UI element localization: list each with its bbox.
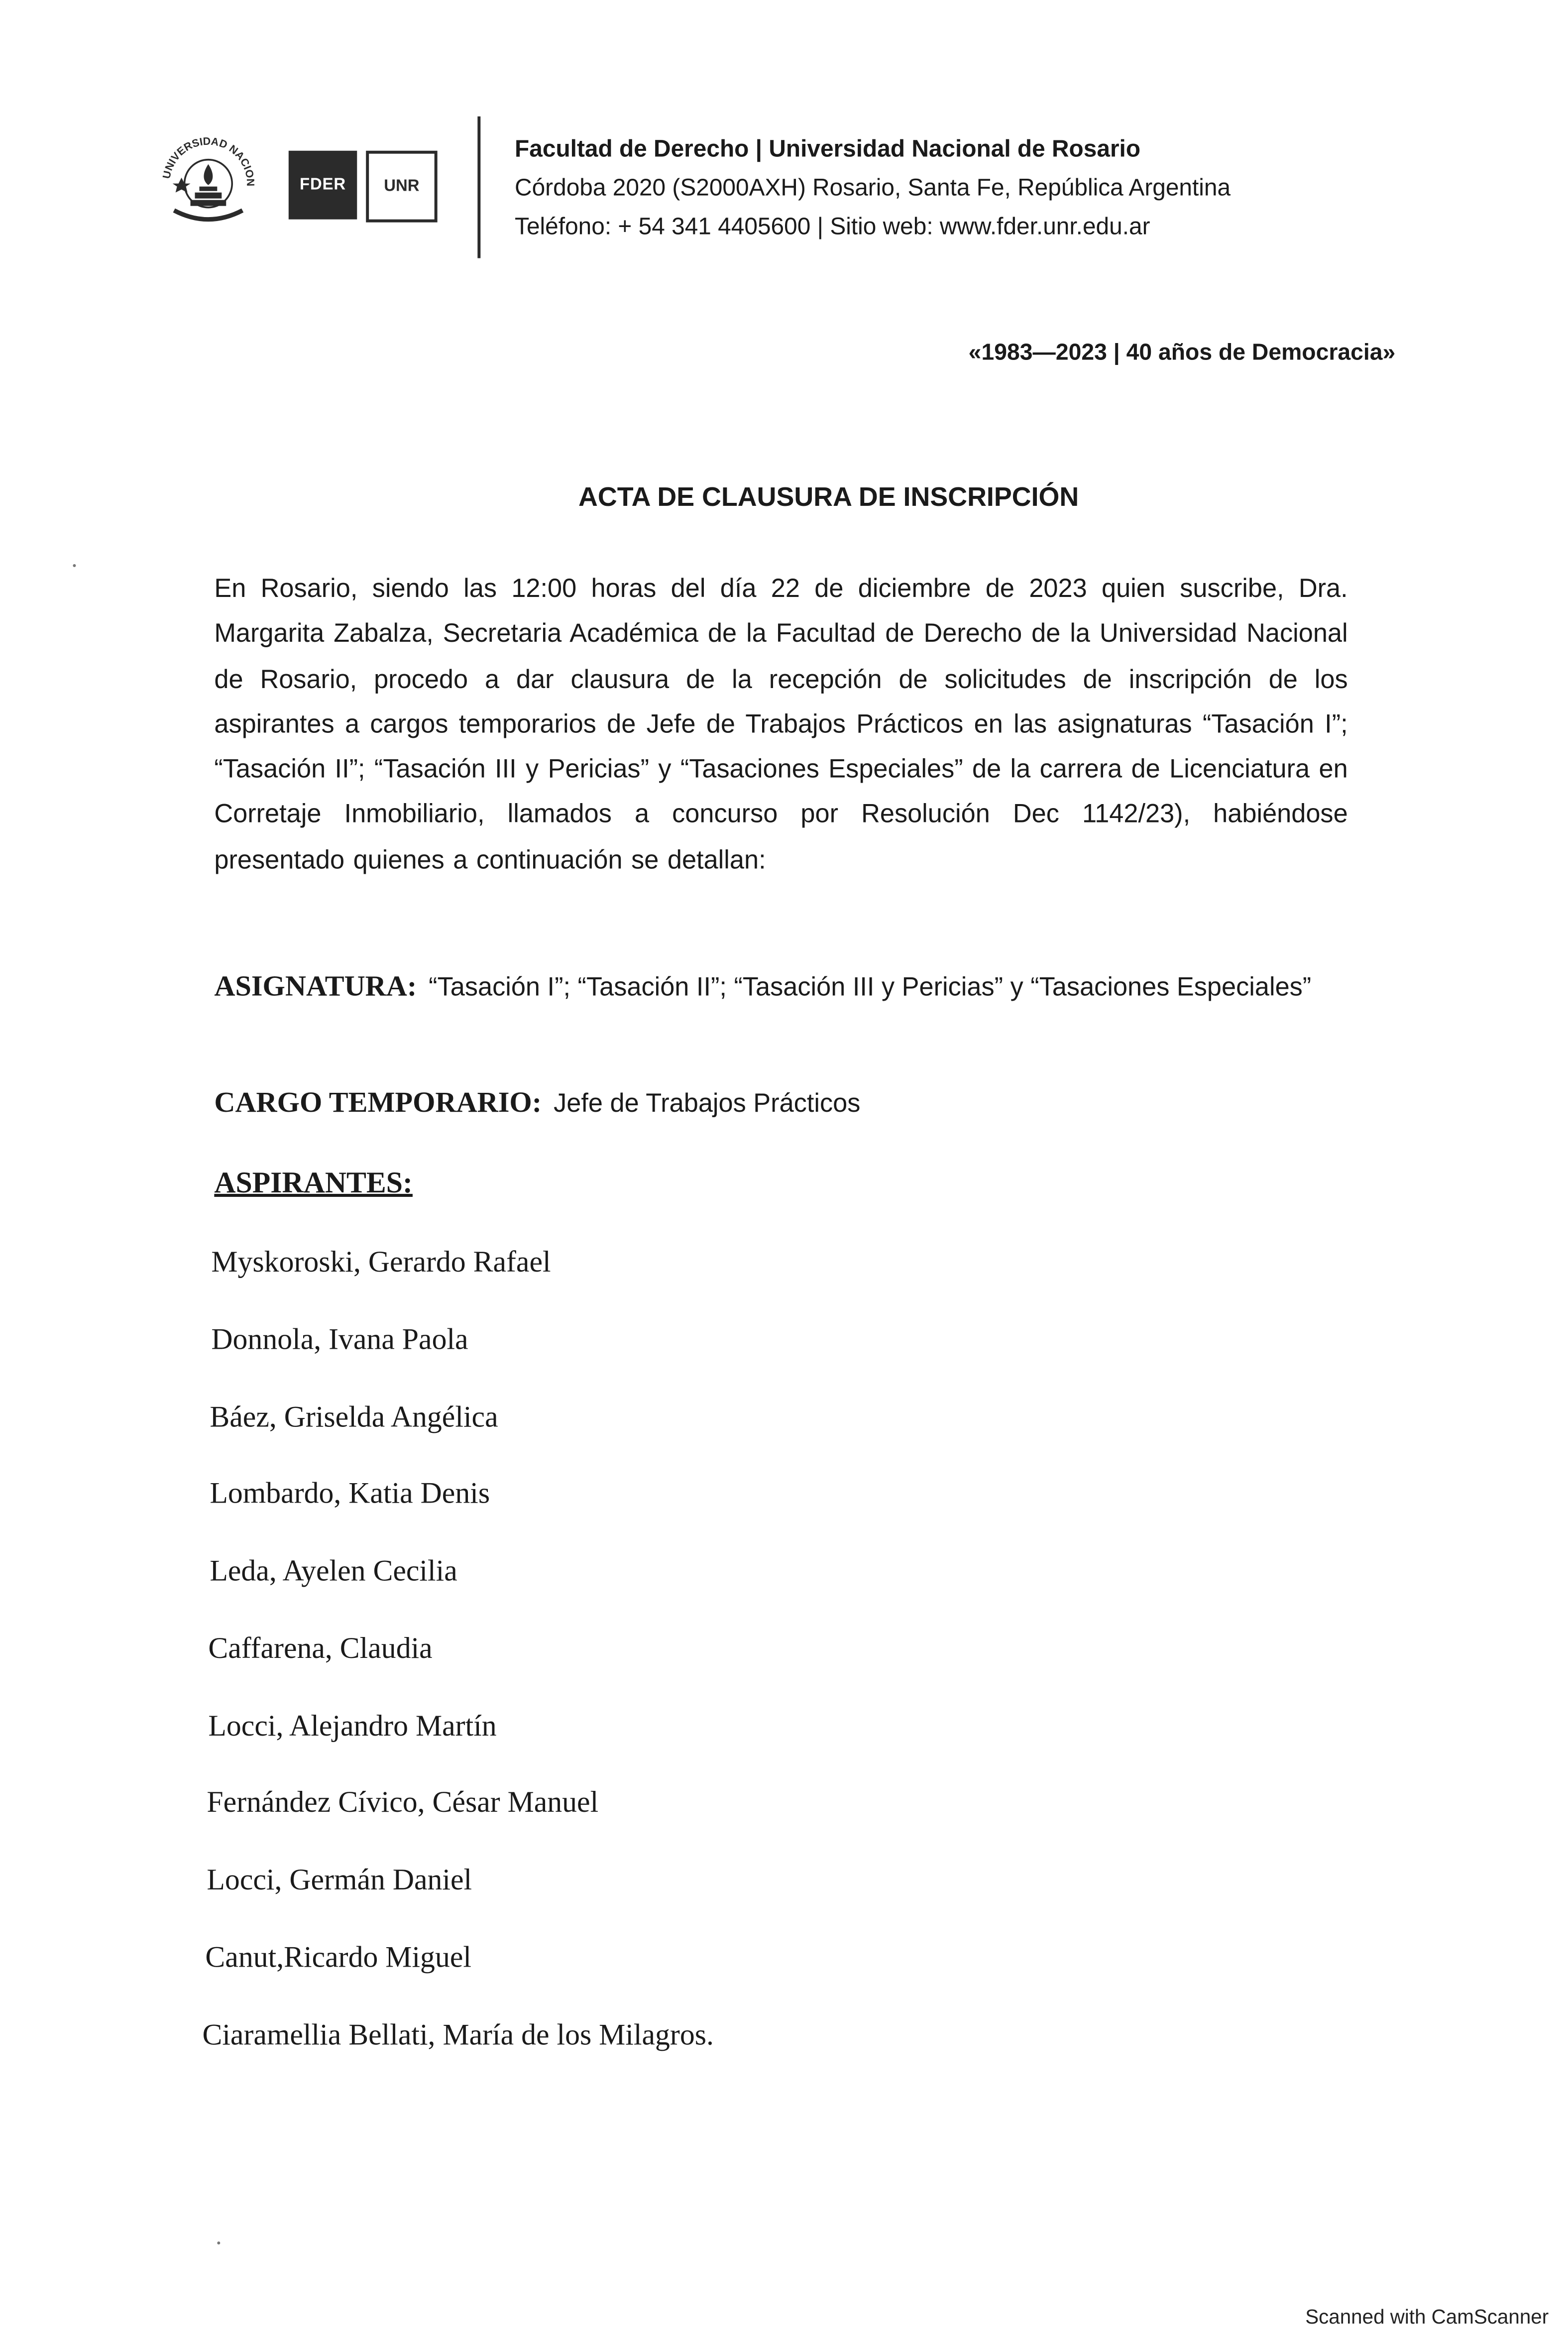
asignatura-value: “Tasación I”; “Tasación II”; “Tasación III y Pericias” y “Tasaciones Especiales” [429,971,1312,1002]
scanner-watermark: Scanned with CamScanner [1305,2306,1549,2329]
cargo-value: Jefe de Trabajos Prácticos [554,1088,861,1118]
aspirante-name: Caffarena, Claudia [208,1633,433,1666]
scan-speck [217,2241,220,2244]
aspirante-name: Fernández Cívico, César Manuel [207,1786,599,1819]
aspirante-name: Báez, Griselda Angélica [210,1401,498,1434]
asignatura-section [214,962,1347,1012]
democracy-motto: «1983—2023 | 40 años de Democracia» [968,340,1396,366]
cargo-section [214,1088,860,1121]
asignatura-label: ASIGNATURA: [214,971,417,1003]
document-title: ACTA DE CLAUSURA DE INSCRIPCIÓN [578,482,1079,512]
institution-contact-line: Teléfono: + 54 341 4405600 | Sitio web: www.fder.unr.edu.ar [515,215,1150,240]
act-body-paragraph: En Rosario, siendo las 12:00 horas del día 22 de diciembre de 2023 quien suscribe, Dra. Margarita Zabalza, Secretaria Académica de la Facultad de Derecho de la Universidad Nacional de Rosario, procedo a dar clausura de la recepción de solicitudes de inscripción de los aspirantes a cargos temporarios de Jefe de Trabajos Prácticos en las asignaturas “Tasación I”; “Tasación II”; “Tasación III y Pericias” y “Tasaciones Especiales” de la carrera de Licenciatura en Corretaje Inmobiliario, llamados a concurso por Resolución Dec 1142/23), habiéndose presentado quienes a continuación se detallan: [214,573,1348,874]
institution-address-line: Córdoba 2020 (S2000AXH) Rosario, Santa Fe, República Argentina [515,176,1231,202]
aspirante-name: Myskoroski, Gerardo Rafael [211,1246,551,1279]
svg-text:UNIVERSIDAD NACIONAL DE ROSARI: UNIVERSIDAD NACION [160,135,257,187]
header-divider [477,117,480,258]
aspirante-name: Donnola, Ivana Paola [211,1323,468,1357]
university-seal-logo [153,124,263,234]
aspirantes-label: ASPIRANTES: [214,1167,413,1200]
unr-logo: UNR [366,151,437,223]
aspirante-name: Lombardo, Katia Denis [210,1477,490,1511]
aspirante-name: Ciaramellia Bellati, María de los Milagros. [202,2019,714,2052]
aspirante-name: Locci, Alejandro Martín [208,1710,497,1744]
fder-logo: FDER [289,151,357,220]
aspirante-name: Leda, Ayelen Cecilia [210,1555,457,1588]
institution-name-line: Facultad de Derecho | Universidad Nacional de Rosario [515,137,1141,163]
cargo-label: CARGO TEMPORARIO: [214,1088,542,1120]
aspirante-name: Canut,Ricardo Miguel [205,1941,471,1975]
aspirante-name: Locci, Germán Daniel [207,1864,472,1897]
institution-header [515,131,1231,248]
scan-speck [73,564,76,567]
